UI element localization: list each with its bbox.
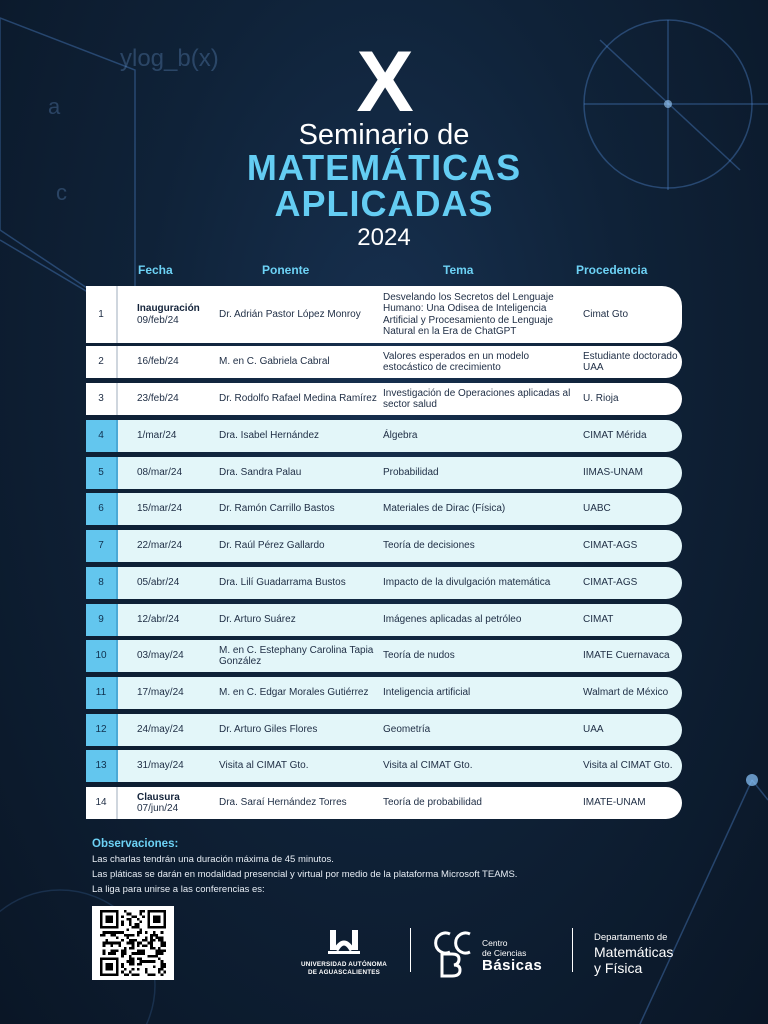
speaker-affiliation: IMATE-UNAM	[583, 797, 646, 809]
uaa-emblem-icon	[324, 926, 364, 956]
talk-topic: Materiales de Dirac (Física)	[383, 503, 506, 515]
session-tag: Inauguración	[137, 303, 200, 314]
row-number: 7	[86, 530, 118, 562]
table-row	[86, 640, 682, 672]
cell-ponente	[219, 457, 379, 489]
session-date: 22/mar/24	[137, 540, 183, 552]
talk-topic: Álgebra	[383, 430, 418, 442]
session-date: 31/may/24	[137, 760, 184, 772]
cell-fecha	[137, 530, 217, 562]
institution-logos	[296, 926, 696, 982]
talk-topic: Visita al CIMAT Gto.	[383, 760, 473, 772]
row-number: 4	[86, 420, 118, 452]
speaker-affiliation: CIMAT	[583, 614, 614, 626]
speaker-affiliation: Visita al CIMAT Gto.	[583, 760, 673, 772]
poster-year: 2024	[357, 224, 411, 251]
header-tema: Tema	[443, 263, 474, 277]
speaker-affiliation: CIMAT-AGS	[583, 577, 638, 589]
session-date: 23/feb/24	[137, 393, 179, 405]
session-date: 09/feb/24	[137, 314, 179, 326]
cell-ponente	[219, 530, 379, 562]
talk-topic: Imágenes aplicadas al petróleo	[383, 614, 522, 626]
talk-topic: Inteligencia artificial	[383, 687, 471, 699]
speaker-affiliation: UABC	[583, 503, 611, 515]
cell-tema	[383, 750, 573, 782]
logo-divider	[572, 928, 573, 972]
row-number: 14	[86, 787, 118, 819]
talk-topic: Teoría de decisiones	[383, 540, 475, 552]
talk-topic: Teoría de nudos	[383, 650, 455, 662]
cell-procedencia	[583, 530, 681, 562]
title-line-1: MATEMÁTICAS	[246, 147, 522, 188]
cell-ponente	[219, 604, 379, 636]
cell-tema	[383, 677, 573, 709]
table-row	[86, 420, 682, 452]
cell-fecha	[137, 750, 217, 782]
cell-tema	[383, 640, 573, 672]
cell-procedencia	[583, 640, 681, 672]
talk-topic: Investigación de Operaciones aplicadas al sector salud	[383, 387, 571, 410]
session-date: 05/abr/24	[137, 577, 180, 589]
row-number: 9	[86, 604, 118, 636]
table-row	[86, 493, 682, 525]
observation-line: Las pláticas se darán en modalidad presencial y virtual por medio de la plataforma Microsoft TEAMS.	[92, 869, 518, 880]
session-date: 03/may/24	[137, 650, 184, 662]
speaker-affiliation: IMATE Cuernavaca	[583, 650, 670, 662]
uaa-name-line1: UNIVERSIDAD AUTÓNOMA	[301, 961, 387, 968]
cell-ponente	[219, 750, 379, 782]
table-row	[86, 567, 682, 599]
speaker-name: M. en C. Estephany Carolina Tapia González	[219, 644, 374, 667]
session-date: 16/feb/24	[137, 356, 179, 368]
table-row	[86, 346, 682, 378]
speaker-name: Dra. Isabel Hernández	[219, 430, 320, 442]
cell-tema	[383, 346, 573, 378]
ccb-line3: Básicas	[482, 957, 543, 974]
cell-tema	[383, 420, 573, 452]
speaker-name: Dr. Arturo Suárez	[219, 614, 296, 626]
table-row	[86, 714, 682, 746]
table-row	[86, 286, 682, 343]
cell-tema	[383, 383, 573, 415]
cell-procedencia	[583, 420, 681, 452]
cell-fecha	[137, 640, 217, 672]
row-number: 11	[86, 677, 118, 709]
cell-ponente	[219, 493, 379, 525]
cell-procedencia	[583, 457, 681, 489]
speaker-affiliation: UAA	[583, 724, 604, 736]
row-number: 8	[86, 567, 118, 599]
speaker-name: Visita al CIMAT Gto.	[219, 760, 309, 772]
session-date: 24/may/24	[137, 724, 184, 736]
cell-ponente	[219, 286, 379, 343]
talk-topic: Impacto de la divulgación matemática	[383, 577, 551, 589]
header-fecha: Fecha	[138, 263, 173, 277]
session-date: 15/mar/24	[137, 503, 183, 515]
session-date: 12/abr/24	[137, 614, 180, 626]
header-procedencia: Procedencia	[576, 263, 648, 277]
department-line2: Matemáticas	[594, 944, 674, 960]
cell-fecha	[137, 493, 217, 525]
speaker-name: M. en C. Edgar Morales Gutiérrez	[219, 687, 369, 699]
cell-fecha	[137, 457, 217, 489]
session-date: 17/may/24	[137, 687, 184, 699]
cell-tema	[383, 457, 573, 489]
cell-fecha	[137, 604, 217, 636]
table-row	[86, 604, 682, 636]
session-date: 08/mar/24	[137, 467, 183, 479]
table-row	[86, 750, 682, 782]
ccb-line2: de Ciencias	[482, 948, 527, 958]
row-number: 6	[86, 493, 118, 525]
ccb-text	[482, 938, 542, 974]
talk-topic: Probabilidad	[383, 467, 439, 479]
background-letter-c: c	[56, 180, 67, 205]
table-row	[86, 383, 682, 415]
department-line1: Departamento de	[594, 932, 668, 943]
cell-ponente	[219, 714, 379, 746]
cell-procedencia	[583, 677, 681, 709]
cell-tema	[383, 604, 573, 636]
row-number: 12	[86, 714, 118, 746]
cell-procedencia	[583, 383, 681, 415]
speaker-affiliation: CIMAT Mérida	[583, 430, 647, 442]
cell-fecha	[137, 714, 217, 746]
department-line3: y Física	[594, 960, 643, 976]
speaker-name: Dr. Arturo Giles Flores	[219, 724, 318, 736]
qr-code[interactable]	[92, 906, 174, 980]
speaker-name: Dra. Lilí Guadarrama Bustos	[219, 577, 346, 589]
cell-tema	[383, 714, 573, 746]
talk-topic: Geometría	[383, 724, 431, 736]
ccb-line1: Centro	[482, 938, 508, 948]
seminar-subtitle: Seminario de	[298, 119, 470, 151]
speaker-affiliation: U. Rioja	[583, 393, 619, 405]
row-number: 10	[86, 640, 118, 672]
talk-topic: Teoría de probabilidad	[383, 797, 482, 809]
cell-procedencia	[583, 567, 681, 599]
cell-ponente	[219, 677, 379, 709]
table-row	[86, 530, 682, 562]
cell-tema	[383, 286, 573, 343]
title-line-2: APLICADAS	[274, 183, 494, 224]
qr-code-icon	[96, 910, 170, 976]
observations-title: Observaciones:	[92, 838, 179, 850]
cell-procedencia	[583, 286, 681, 343]
cell-ponente	[219, 383, 379, 415]
cell-fecha	[137, 677, 217, 709]
cell-ponente	[219, 567, 379, 599]
speaker-affiliation: Walmart de México	[583, 687, 669, 699]
logo-divider	[410, 928, 411, 972]
observation-line: La liga para unirse a las conferencias es:	[92, 884, 265, 895]
session-date: 07/jun/24	[137, 803, 179, 814]
cell-fecha	[137, 420, 217, 452]
department-logo	[594, 932, 704, 976]
poster-header	[0, 34, 768, 252]
edition-numeral: X	[356, 34, 412, 130]
cell-tema	[383, 787, 573, 819]
speaker-name: Dra. Saraí Hernández Torres	[219, 797, 347, 809]
cell-tema	[383, 567, 573, 599]
cell-fecha	[137, 383, 217, 415]
cell-procedencia	[583, 493, 681, 525]
cell-fecha	[137, 346, 217, 378]
speaker-name: Dra. Sandra Palau	[219, 467, 302, 479]
cell-procedencia	[583, 604, 681, 636]
cell-ponente	[219, 640, 379, 672]
cell-fecha	[137, 286, 217, 343]
speaker-name: Dr. Raúl Pérez Gallardo	[219, 540, 325, 552]
cell-fecha	[137, 567, 217, 599]
observations	[92, 836, 692, 897]
cell-procedencia	[583, 714, 681, 746]
table-row	[86, 787, 682, 819]
table-row	[86, 457, 682, 489]
cell-ponente	[219, 787, 379, 819]
cell-tema	[383, 493, 573, 525]
speaker-name: Dr. Rodolfo Rafael Medina Ramírez	[219, 393, 377, 405]
talk-topic: Valores esperados en un modelo estocástico de crecimiento	[383, 350, 530, 373]
ccb-emblem-icon	[430, 926, 476, 978]
speaker-affiliation: Cimat Gto	[583, 308, 629, 320]
cell-procedencia	[583, 346, 681, 378]
speaker-name: Dr. Adrián Pastor López Monroy	[219, 308, 361, 320]
uaa-logo	[296, 926, 392, 976]
session-date: 1/mar/24	[137, 430, 177, 442]
cell-ponente	[219, 346, 379, 378]
table-row	[86, 677, 682, 709]
cell-procedencia	[583, 750, 681, 782]
row-number: 3	[86, 383, 118, 415]
ccb-logo	[430, 926, 560, 978]
background-log-formula: ylog_b(x)	[120, 45, 219, 72]
header-ponente: Ponente	[262, 263, 310, 277]
background-letter-a: a	[48, 94, 61, 119]
session-tag: Clausura	[137, 791, 180, 803]
cell-ponente	[219, 420, 379, 452]
cell-fecha	[137, 787, 217, 819]
speaker-affiliation: Estudiante doctorado UAA	[583, 350, 678, 373]
speaker-name: M. en C. Gabriela Cabral	[219, 356, 330, 368]
row-number: 2	[86, 346, 118, 378]
speaker-name: Dr. Ramón Carrillo Bastos	[219, 503, 335, 515]
observation-line: Las charlas tendrán una duración máxima de 45 minutos.	[92, 854, 334, 865]
row-number: 5	[86, 457, 118, 489]
cell-procedencia	[583, 787, 681, 819]
uaa-name-line2: DE AGUASCALIENTES	[307, 968, 381, 976]
speaker-affiliation: CIMAT-AGS	[583, 540, 638, 552]
speaker-affiliation: IIMAS-UNAM	[583, 467, 643, 479]
talk-topic: Desvelando los Secretos del Lenguaje Humano: Una Odisea de Inteligencia Artificial y Procesamiento de Lenguaje Natural en la Era de ChatGPT	[383, 291, 554, 337]
row-number: 13	[86, 750, 118, 782]
cell-tema	[383, 530, 573, 562]
row-number: 1	[86, 286, 118, 343]
